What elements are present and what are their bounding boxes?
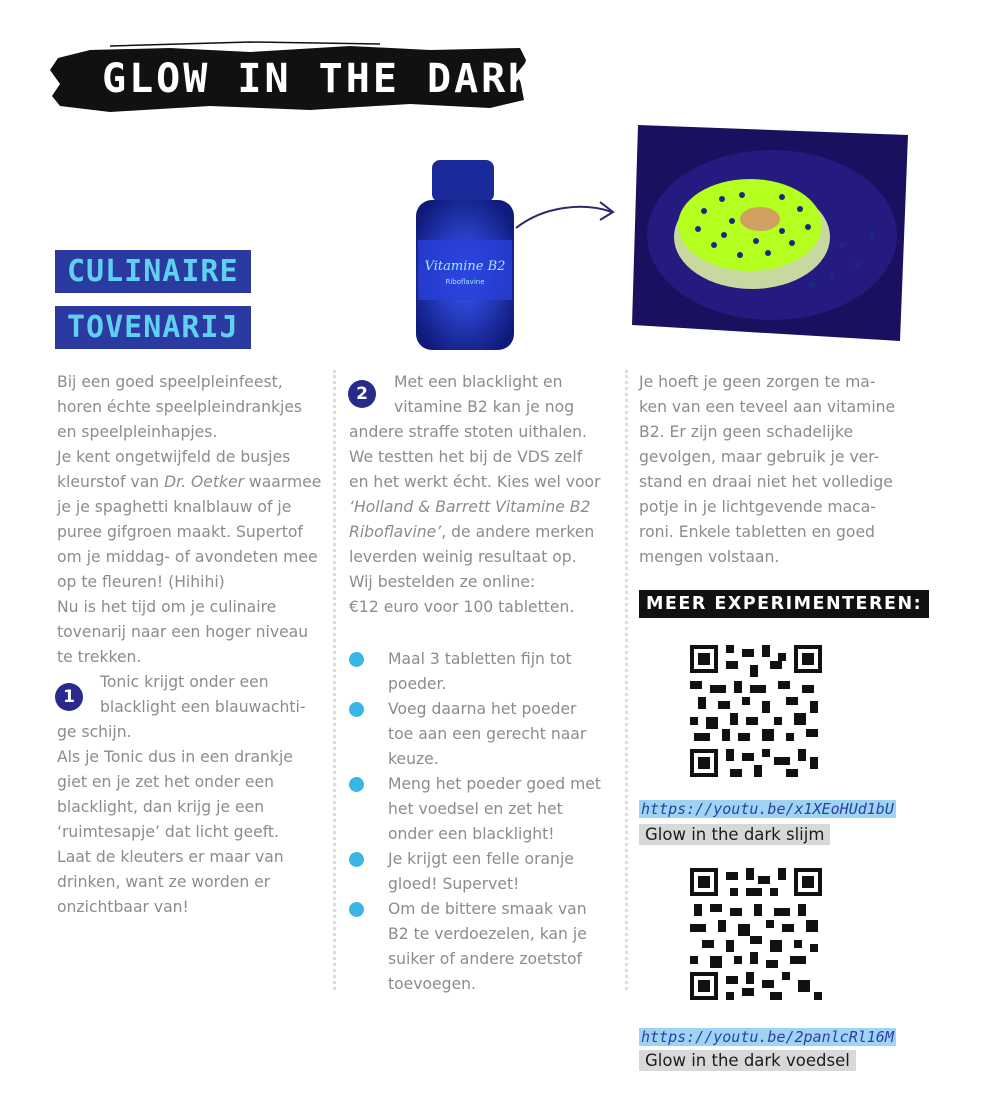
text-line: We testten het bij de VDS zelf	[349, 448, 583, 466]
text-line: blacklight, dan krijg je een	[57, 798, 265, 816]
bullet-dot-icon	[349, 902, 364, 917]
text-line: B2. Er zijn geen schadelijke	[639, 423, 854, 441]
column-1-text	[57, 370, 329, 920]
step-number-badge: 2	[348, 380, 376, 408]
text-line: ‘ruimtesapje’ dat licht geeft.	[57, 823, 279, 841]
title-banner	[50, 40, 536, 116]
text-line: andere straffe stoten uithalen.	[349, 423, 587, 441]
page-title: GLOW IN THE DARK	[102, 56, 536, 102]
text-line: vitamine B2 kan je nog	[394, 398, 575, 416]
text-line: horen échte speelpleindrankjes	[57, 398, 303, 416]
step-number-badge: 1	[55, 683, 83, 711]
text-line: te trekken.	[57, 648, 142, 666]
section-title-line-2: TOVENARIJ	[55, 306, 251, 349]
text-line: €12 euro voor 100 tabletten.	[349, 598, 575, 616]
list-item: Voeg daarna het poeder toe aan een gerecht naar keuze.	[349, 697, 621, 772]
column-3-text	[639, 370, 929, 570]
list-item: Je krijgt een felle oranje gloed! Supervet!	[349, 847, 621, 897]
video-link-2[interactable]: https://youtu.be/2panlcRl16M	[641, 1028, 894, 1046]
column-divider	[333, 370, 336, 990]
text-line: gevolgen, maar gebruik je ver-	[639, 448, 880, 466]
text-line: Bij een goed speelpleinfeest,	[57, 373, 283, 391]
text-line: Wij bestelden ze online:	[349, 573, 536, 591]
text-line: kleurstof van Dr. Oetker waarmee	[57, 473, 322, 491]
text-line: en speelpleinhapjes.	[57, 423, 218, 441]
arrow-right-icon	[514, 198, 618, 234]
list-item: Maal 3 tabletten fijn tot poeder.	[349, 647, 621, 697]
text-line: Als je Tonic dus in een drankje	[57, 748, 293, 766]
text-line: roni. Enkele tabletten en goed	[639, 523, 875, 541]
bullet-dot-icon	[349, 852, 364, 867]
svg-text:Riboflavine: Riboflavine	[445, 278, 485, 286]
text-line: Nu is het tijd om je culinaire	[57, 598, 277, 616]
svg-text:Vitamine B2: Vitamine B2	[424, 259, 506, 274]
text-line: Met een blacklight en	[394, 373, 563, 391]
text-line: om je middag- of avondeten mee	[57, 548, 318, 566]
text-line: leverden weinig resultaat op.	[349, 548, 577, 566]
section-title-line-1: CULINAIRE	[55, 250, 251, 293]
text-line: blacklight een blauwachti-	[100, 698, 306, 716]
bullet-dot-icon	[349, 702, 364, 717]
bullet-list	[349, 647, 621, 997]
column-2-text	[349, 370, 621, 620]
text-line: stand en draai niet het volledige	[639, 473, 893, 491]
qr-code-2[interactable]	[690, 868, 822, 1000]
qr-code-1[interactable]	[690, 645, 822, 777]
text-line: giet en je zet het onder een	[57, 773, 274, 791]
text-line: puree gifgroen maakt. Supertof	[57, 523, 303, 541]
text-line: Je hoeft je geen zorgen te ma-	[639, 373, 876, 391]
text-line: ken van een teveel aan vitamine	[639, 398, 896, 416]
list-item: Meng het poeder goed met het voedsel en zet het onder een blacklight!	[349, 772, 621, 847]
text-line: ge schijn.	[57, 723, 132, 741]
video-caption-1: Glow in the dark slijm	[639, 824, 830, 845]
text-line: tovenarij naar een hoger niveau	[57, 623, 309, 641]
bullet-dot-icon	[349, 652, 364, 667]
text-line: drinken, want ze worden er	[57, 873, 271, 891]
text-line: onzichtbaar van!	[57, 898, 189, 916]
column-divider	[625, 370, 628, 990]
video-caption-2: Glow in the dark voedsel	[639, 1050, 856, 1071]
text-line: potje in je lichtgevende maca-	[639, 498, 876, 516]
video-link-1[interactable]: https://youtu.be/x1XEoHUd1bU	[641, 800, 894, 818]
bullet-dot-icon	[349, 777, 364, 792]
text-line: op te fleuren! (Hihihi)	[57, 573, 225, 591]
text-line: Je kent ongetwijfeld de busjes	[57, 448, 291, 466]
text-line: ‘Holland & Barrett Vitamine B2	[349, 498, 591, 516]
text-line: mengen volstaan.	[639, 548, 780, 566]
text-line: Riboflavine’, de andere merken	[349, 523, 595, 541]
more-experiments-heading: MEER EXPERIMENTEREN:	[639, 590, 929, 618]
glowing-donut-photo	[632, 125, 908, 341]
text-line: en het werkt écht. Kies wel voor	[349, 473, 601, 491]
text-line: je je spaghetti knalblauw of je	[57, 498, 292, 516]
vitamin-bottle-image	[410, 160, 520, 355]
text-line: Laat de kleuters er maar van	[57, 848, 284, 866]
text-line: Tonic krijgt onder een	[100, 673, 269, 691]
list-item: Om de bittere smaak van B2 te verdoezelen, kan je suiker of andere zoetstof toevoegen.	[349, 897, 621, 997]
